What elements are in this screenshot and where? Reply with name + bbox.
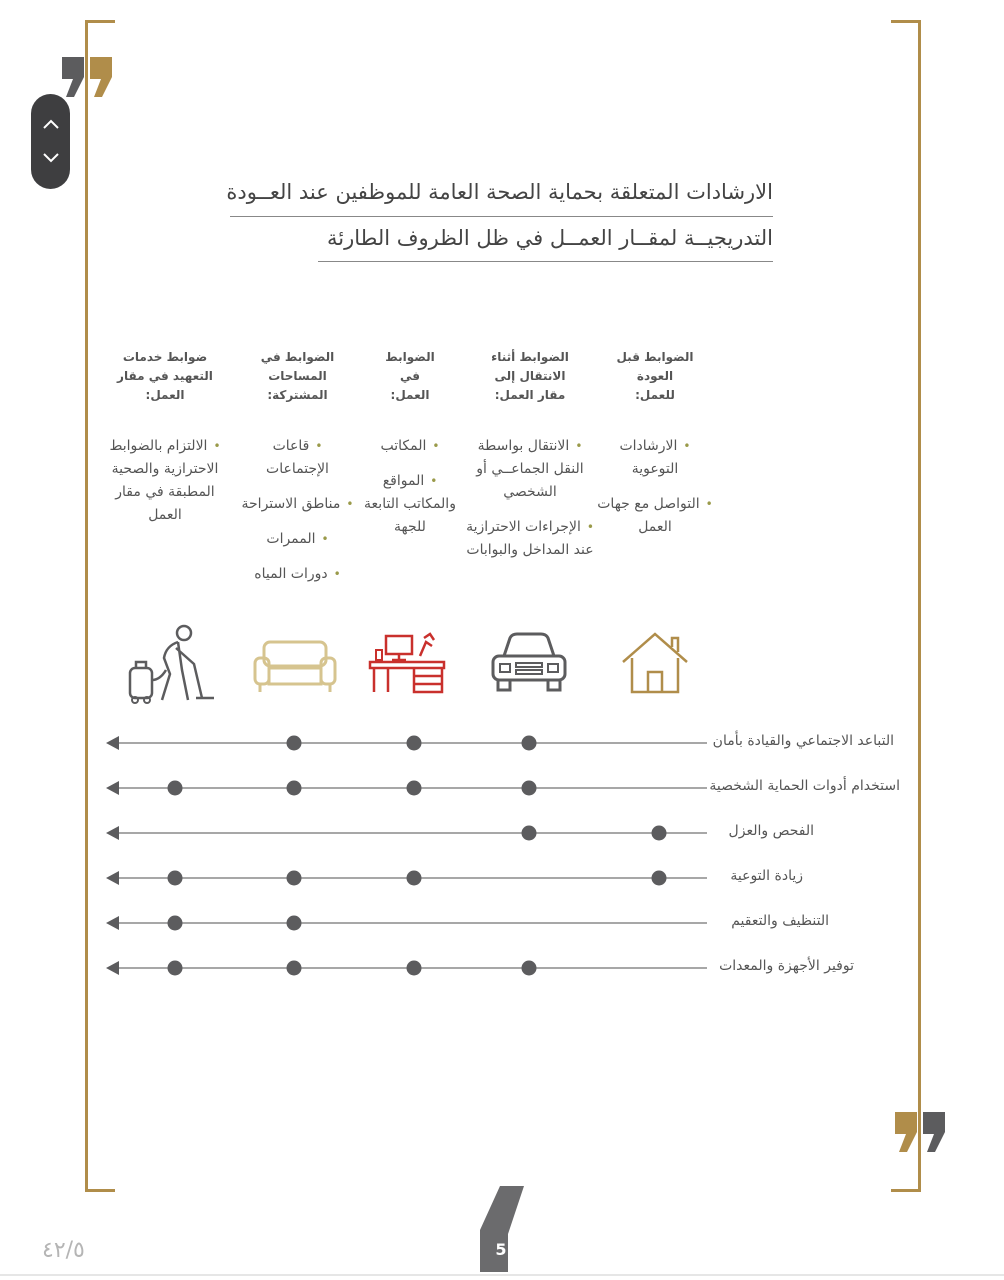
row-marker — [287, 736, 302, 751]
list-item: •الإجراءات الاحترازية عند المداخل والبوابات — [466, 519, 594, 558]
row-label-cleaning: التنظيف والتعقيم — [731, 913, 829, 929]
list-item: •الالتزام بالضوابط الاحترازية والصحية المطبقة في مقار العمل — [109, 438, 221, 523]
row-marker — [407, 871, 422, 886]
row-label-ppe: استخدام أدوات الحماية الشخصية — [709, 778, 900, 794]
list-item: •المواقع والمكاتب التابعة للجهة — [364, 473, 456, 535]
row-marker — [287, 781, 302, 796]
arrow-left-icon — [106, 871, 119, 885]
page-number: 5 — [495, 1240, 507, 1259]
list-item: •مناطق الاستراحة — [241, 496, 354, 512]
column-heading: الضوابط قبل العودة للعمل: — [616, 350, 694, 402]
list-item: •الانتقال بواسطة النقل الجماعــي أو الشخصي — [476, 438, 584, 500]
row-marker — [407, 736, 422, 751]
page-title-line-2: التدريجيــة لمقــار العمــل في ظل الظروف الطارئة — [326, 226, 773, 250]
row-marker — [522, 826, 537, 841]
arrow-left-icon — [106, 736, 119, 750]
row-marker — [407, 961, 422, 976]
column-heading: الضوابط في المساحات المشتركة: — [260, 350, 335, 402]
page-number-badge — [478, 1184, 526, 1274]
column-heading: الضوابط أثناء الانتقال إلى مقار العمل: — [491, 350, 569, 402]
row-marker — [652, 826, 667, 841]
column-heading: الضوابط في العمل: — [385, 350, 435, 402]
page-title-line-1: الارشادات المتعلقة بحماية الصحة العامة للموظفين عند العــودة — [226, 180, 773, 204]
row-marker — [168, 961, 183, 976]
bottom-divider — [0, 1274, 1004, 1276]
arrow-left-icon — [106, 961, 119, 975]
row-marker — [287, 916, 302, 931]
row-marker — [522, 961, 537, 976]
arrow-left-icon — [106, 826, 119, 840]
row-marker — [522, 781, 537, 796]
row-marker — [522, 736, 537, 751]
list-item: •التواصل مع جهات العمل — [597, 496, 713, 535]
arrow-left-icon — [106, 781, 119, 795]
row-marker — [168, 871, 183, 886]
row-marker — [287, 871, 302, 886]
row-label-screening: الفحص والعزل — [728, 823, 814, 839]
row-marker — [407, 781, 422, 796]
row-marker — [287, 961, 302, 976]
list-item: •الارشادات التوعوية — [619, 438, 691, 477]
row-label-awareness: زيادة التوعية — [730, 868, 803, 884]
row-label-distancing: التباعد الاجتماعي والقيادة بأمان — [712, 733, 894, 749]
column-heading: ضوابط خدمات التعهيد في مقار العمل: — [117, 350, 213, 402]
list-item: •الممرات — [266, 531, 329, 547]
page-counter: ٤٢/٥ — [42, 1238, 85, 1263]
list-item: •المكاتب — [380, 438, 440, 454]
row-marker — [652, 871, 667, 886]
list-item: •دورات المياه — [254, 566, 341, 582]
list-item: •قاعات الإجتماعات — [266, 438, 329, 477]
row-label-equipment: توفير الأجهزة والمعدات — [719, 958, 854, 974]
arrow-left-icon — [106, 916, 119, 930]
row-marker — [168, 781, 183, 796]
row-marker — [168, 916, 183, 931]
